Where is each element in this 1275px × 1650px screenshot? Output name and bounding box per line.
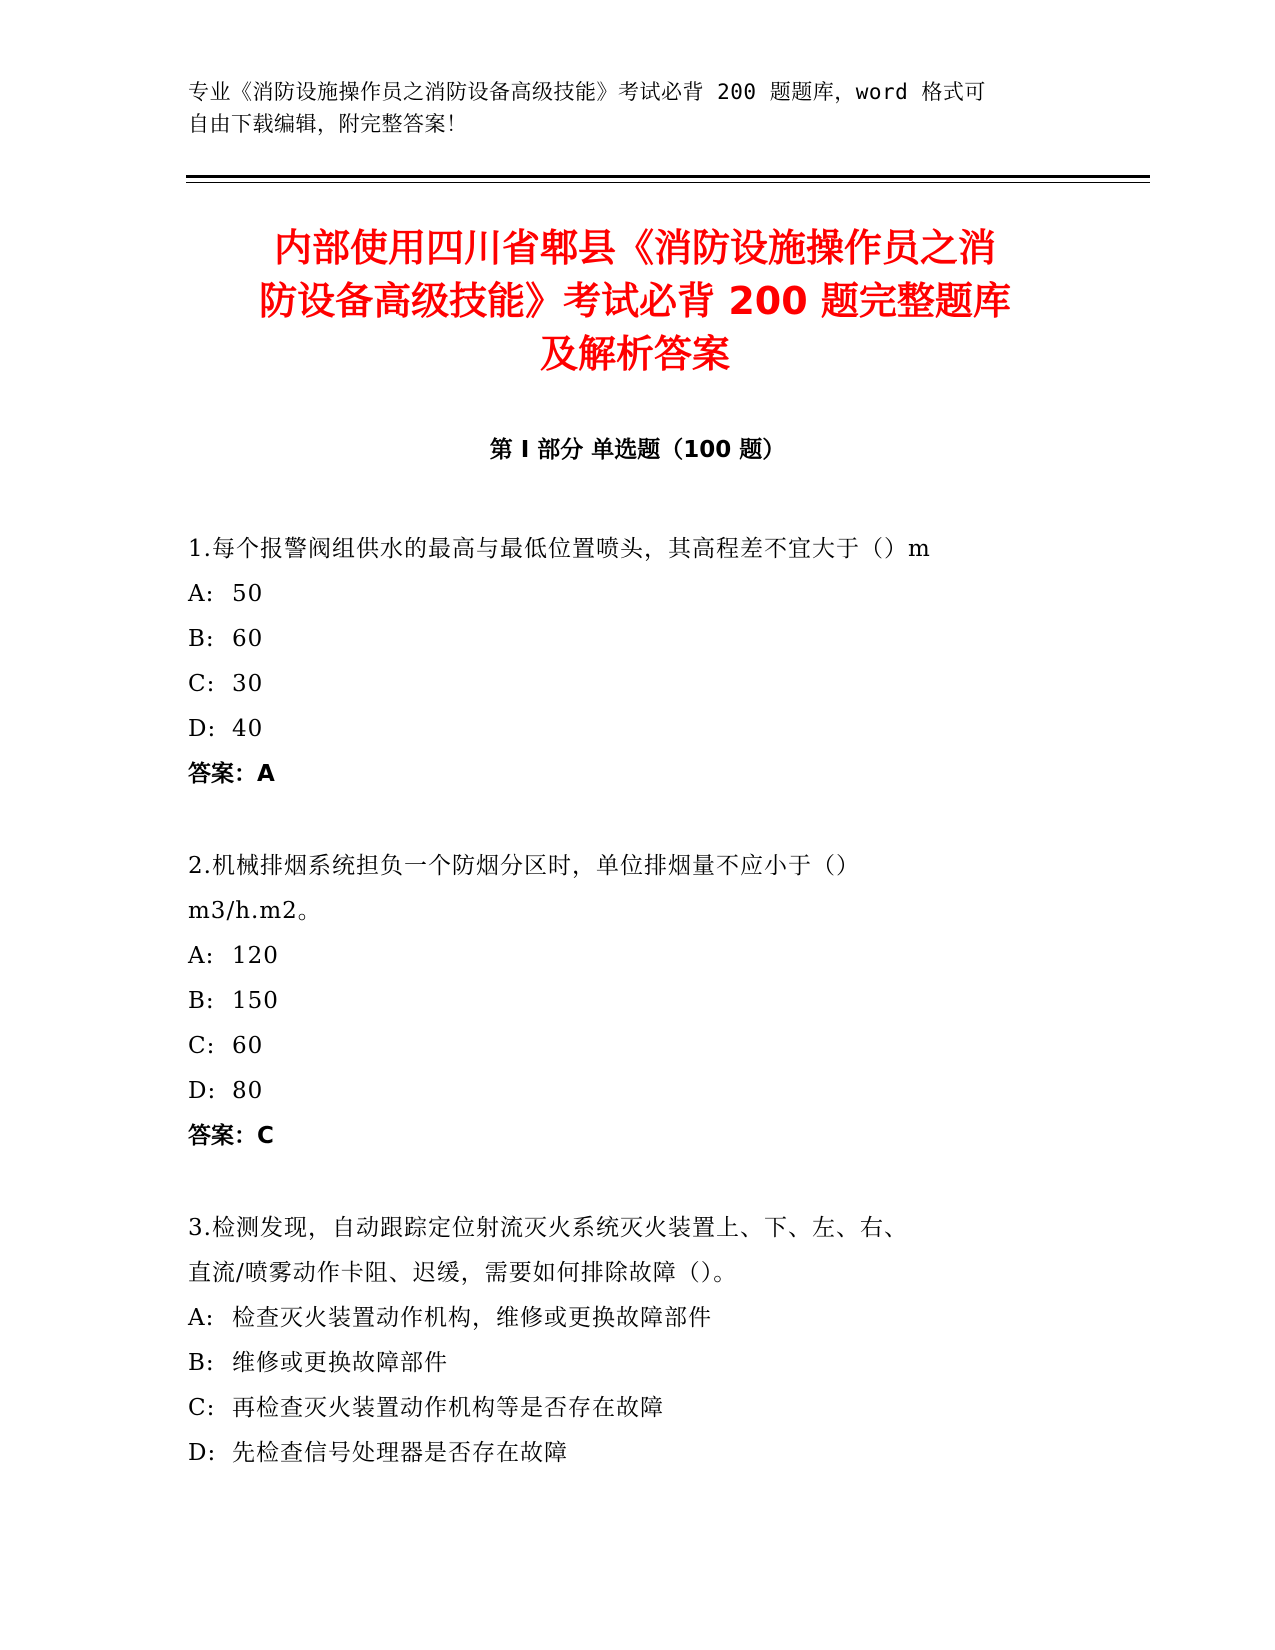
option-c [188,1024,1088,1069]
option-d [188,1069,1088,1114]
question-1 [188,527,1088,797]
option-b [188,979,1088,1024]
title-line-1: 内部使用四川省郫县《消防设施操作员之消 [273,226,996,270]
header-divider-thin [186,182,1150,183]
option-letter: D: [188,1078,217,1104]
option-text: 再检查灭火装置动作机构等是否存在故障 [232,1395,664,1421]
question-stem-line-2: 直流/喷雾动作卡阻、迟缓，需要如何排除故障（）。 [188,1260,738,1286]
section-heading: 第 I 部分 单选题（100 题） [489,437,786,463]
option-a [188,934,1088,979]
question-3 [188,1206,1088,1476]
option-letter: D: [188,1440,217,1466]
title-line-3: 及解析答案 [539,332,730,376]
option-letter: C: [188,1395,216,1421]
option-text: 30 [232,671,264,697]
option-b [188,1341,1088,1386]
option-b [188,617,1088,662]
option-letter: A: [188,943,215,969]
title-line-2: 防设备高级技能》考试必背 200 题完整题库 [259,279,1011,323]
option-text: 80 [232,1078,264,1104]
option-text: 120 [232,943,279,969]
option-letter: B: [188,626,215,652]
option-a [188,572,1088,617]
question-list [188,527,1088,1523]
answer-line: 答案：A [188,761,275,787]
question-stem: 1.每个报警阀组供水的最高与最低位置喷头，其高程差不宜大于（）m [188,536,931,562]
document-title [180,222,1090,381]
option-text: 150 [232,988,279,1014]
option-c [188,1386,1088,1431]
option-letter: D: [188,716,217,742]
intro-paragraph [188,76,1088,140]
option-letter: A: [188,1305,215,1331]
option-c [188,662,1088,707]
option-letter: C: [188,1033,216,1059]
option-text: 维修或更换故障部件 [232,1350,448,1376]
option-text: 50 [232,581,264,607]
option-letter: B: [188,1350,215,1376]
header-divider-thick [186,175,1150,178]
question-stem-line-2: m3/h.m2。 [188,898,322,924]
option-text: 40 [232,716,264,742]
option-a [188,1296,1088,1341]
intro-line-1: 专业《消防设施操作员之消防设备高级技能》考试必背 200 题题库，word 格式可 [188,80,986,104]
option-letter: C: [188,671,216,697]
answer-line: 答案：C [188,1123,274,1149]
question-stem-line-1: 2.机械排烟系统担负一个防烟分区时，单位排烟量不应小于（） [188,853,860,879]
option-text: 60 [232,626,264,652]
option-text: 先检查信号处理器是否存在故障 [232,1440,568,1466]
option-letter: A: [188,581,215,607]
question-2 [188,844,1088,1159]
question-stem-line-1: 3.检测发现，自动跟踪定位射流灭火系统灭火装置上、下、左、右、 [188,1215,908,1241]
option-text: 60 [232,1033,264,1059]
option-text: 检查灭火装置动作机构，维修或更换故障部件 [232,1305,712,1331]
option-letter: B: [188,988,215,1014]
option-d [188,707,1088,752]
intro-line-2: 自由下载编辑，附完整答案！ [188,112,468,136]
option-d [188,1431,1088,1476]
